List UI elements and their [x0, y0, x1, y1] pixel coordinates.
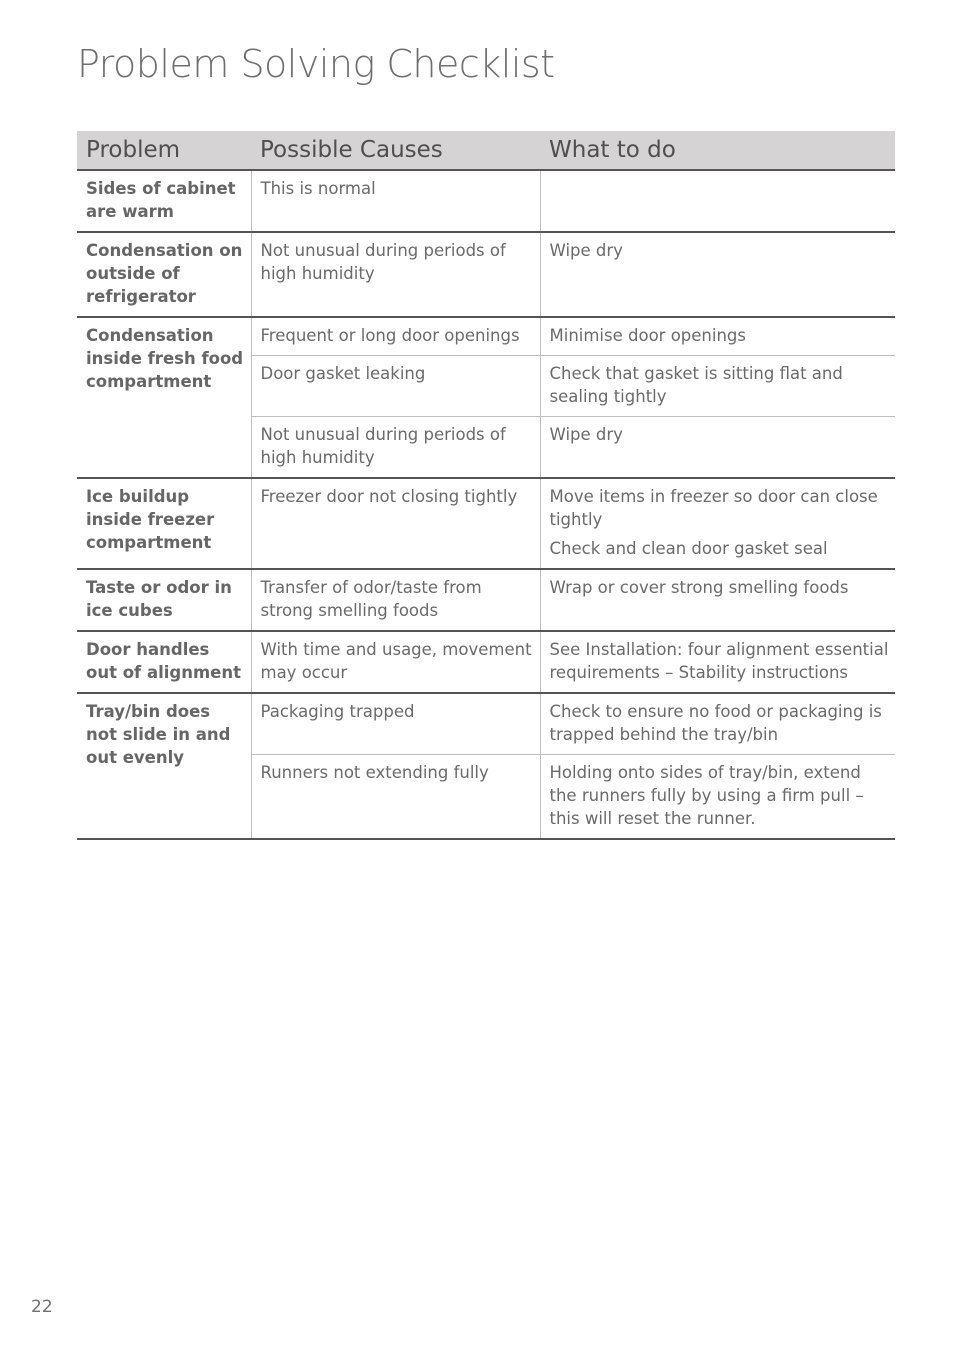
page-number: 22	[31, 1297, 53, 1317]
problem-cell: Taste or odor in ice cubes	[77, 569, 251, 631]
table-row	[77, 317, 895, 356]
cause-cell: Runners not extending fully	[251, 755, 540, 840]
action-cell: See Installation: four alignment essential requirements – Stability instructions	[540, 631, 895, 693]
cause-cell: Door gasket leaking	[251, 356, 540, 417]
header-possible-causes: Possible Causes	[251, 131, 540, 170]
cause-cell: Not unusual during periods of high humidity	[251, 417, 540, 479]
page-title: Problem Solving Checklist	[77, 42, 555, 86]
cause-cell: Packaging trapped	[251, 693, 540, 755]
problem-cell: Condensation inside fresh food compartment	[77, 317, 251, 478]
table-row	[77, 693, 895, 755]
action-cell	[540, 170, 895, 232]
cause-cell: Freezer door not closing tightly	[251, 478, 540, 569]
cause-cell: Frequent or long door openings	[251, 317, 540, 356]
table-row	[77, 478, 895, 533]
action-cell: Check and clean door gasket seal	[540, 533, 895, 569]
table-row	[77, 569, 895, 631]
action-cell: Minimise door openings	[540, 317, 895, 356]
problem-cell: Sides of cabinet are warm	[77, 170, 251, 232]
problem-solving-table	[77, 131, 895, 840]
problem-cell: Ice buildup inside freezer compartment	[77, 478, 251, 569]
problem-cell: Tray/bin does not slide in and out evenly	[77, 693, 251, 839]
cause-cell: With time and usage, movement may occur	[251, 631, 540, 693]
action-cell: Check that gasket is sitting flat and sealing tightly	[540, 356, 895, 417]
table-header-row	[77, 131, 895, 170]
problem-cell: Condensation on outside of refrigerator	[77, 232, 251, 317]
cause-cell: Not unusual during periods of high humidity	[251, 232, 540, 317]
action-cell: Check to ensure no food or packaging is trapped behind the tray/bin	[540, 693, 895, 755]
action-cell: Wrap or cover strong smelling foods	[540, 569, 895, 631]
cause-cell: This is normal	[251, 170, 540, 232]
cause-cell: Transfer of odor/taste from strong smelling foods	[251, 569, 540, 631]
table-row	[77, 232, 895, 317]
table-row	[77, 631, 895, 693]
problem-cell: Door handles out of alignment	[77, 631, 251, 693]
action-cell: Wipe dry	[540, 417, 895, 479]
header-what-to-do: What to do	[540, 131, 895, 170]
action-cell: Holding onto sides of tray/bin, extend the runners fully by using a firm pull – this will reset the runner.	[540, 755, 895, 840]
action-cell: Wipe dry	[540, 232, 895, 317]
table-row	[77, 170, 895, 232]
header-problem: Problem	[77, 131, 251, 170]
action-cell: Move items in freezer so door can close tightly	[540, 478, 895, 533]
